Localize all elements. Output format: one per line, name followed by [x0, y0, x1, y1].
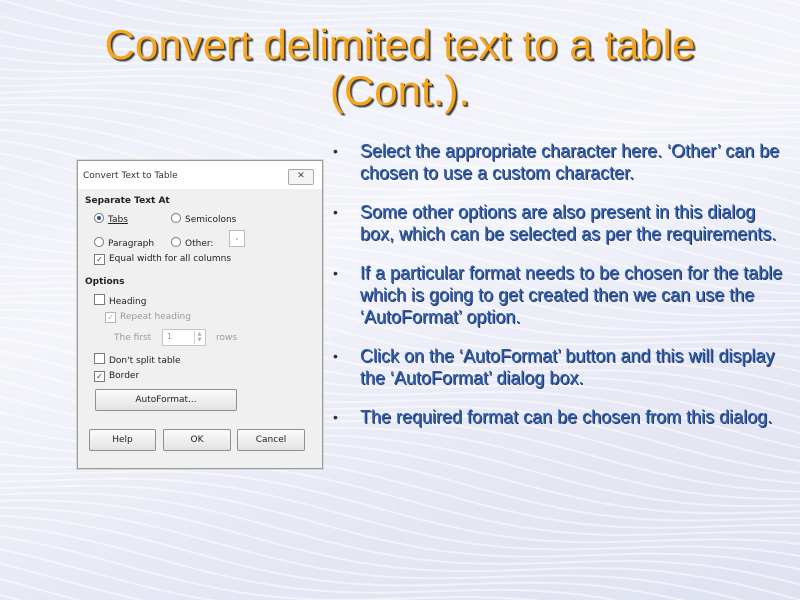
separate-text-at-label: Separate Text At [85, 196, 170, 206]
bullet-item [330, 406, 785, 428]
bullet-icon: • [333, 409, 338, 425]
rows-value: 1 [167, 332, 173, 341]
spin-arrows-icon[interactable]: ▲ ▼ [194, 331, 204, 344]
repeat-heading-check[interactable]: ✓ [105, 312, 116, 323]
close-button[interactable] [288, 169, 314, 185]
bullet-text: If a particular format needs to be chosen for the table which is going to get created then we can use the ‘AutoFormat’ option. [360, 263, 783, 327]
cancel-button[interactable]: Cancel [237, 429, 305, 451]
autoformat-button[interactable]: AutoFormat... [95, 389, 237, 411]
border-check[interactable]: ✓ [94, 371, 105, 382]
convert-text-to-table-dialog [77, 160, 323, 469]
equal-width-checkbox[interactable] [94, 254, 231, 265]
other-radio[interactable] [171, 237, 213, 249]
paragraph-radio[interactable] [94, 237, 154, 249]
the-first-label: The first [114, 333, 152, 343]
dialog-title: Convert Text to Table [83, 171, 178, 181]
semicolons-radio-label: Semicolons [185, 215, 237, 225]
rows-spinbox[interactable] [162, 329, 206, 346]
background-wave-line [0, 463, 800, 536]
other-radio-button[interactable] [171, 237, 181, 247]
bullet-item [330, 262, 785, 328]
dont-split-check[interactable] [94, 353, 105, 364]
bullet-item [330, 201, 785, 245]
repeat-heading-label: Repeat heading [120, 312, 191, 322]
background-wave-line [0, 524, 800, 600]
heading-checkbox[interactable] [94, 294, 146, 307]
bullet-item [330, 345, 785, 389]
border-checkbox[interactable] [94, 371, 139, 382]
slide-title [20, 22, 780, 114]
help-button[interactable]: Help [89, 429, 156, 451]
rows-label: rows [216, 333, 238, 343]
other-radio-label: Other: [185, 239, 214, 249]
bullet-icon: • [333, 204, 338, 220]
bullet-icon: • [333, 348, 338, 364]
semicolons-radio-button[interactable] [171, 213, 181, 223]
repeat-heading-checkbox[interactable] [105, 312, 191, 323]
bullet-text: Some other options are also present in this dialog box, which can be selected as per the requirements. [360, 202, 777, 244]
options-label: Options [85, 277, 125, 287]
paragraph-radio-button[interactable] [94, 237, 104, 247]
heading-label: Heading [109, 297, 147, 307]
slide-title-line2: (Cont.). [329, 67, 471, 114]
equal-width-check[interactable]: ✓ [94, 254, 105, 265]
bullet-text: The required format can be chosen from this dialog. [360, 407, 773, 427]
slide-title-line1: Convert delimited text to a table [104, 21, 696, 68]
bullet-text: Select the appropriate character here. ‘Other’ can be chosen to use a custom character. [360, 141, 780, 183]
bullet-icon: • [333, 143, 338, 159]
tabs-radio-label: Tabs [108, 215, 128, 225]
tabs-radio[interactable] [94, 213, 128, 225]
semicolons-radio[interactable] [171, 213, 236, 225]
bullet-icon: • [333, 265, 338, 281]
paragraph-radio-label: Paragraph [108, 239, 155, 249]
bullet-list [330, 140, 785, 445]
ok-button[interactable]: OK [163, 429, 231, 451]
bullet-item [330, 140, 785, 184]
dont-split-table-checkbox[interactable] [94, 353, 181, 366]
close-icon: ✕ [297, 171, 305, 181]
bullet-text: Click on the ‘AutoFormat’ button and this will display the ‘AutoFormat’ dialog box. [360, 346, 775, 388]
heading-check[interactable] [94, 294, 105, 305]
dont-split-label: Don't split table [109, 356, 181, 366]
equal-width-label: Equal width for all columns [109, 254, 232, 264]
dialog-titlebar [78, 161, 322, 189]
other-character-input[interactable]: , [229, 230, 245, 247]
border-label: Border [109, 371, 140, 381]
tabs-radio-button[interactable] [94, 213, 104, 223]
